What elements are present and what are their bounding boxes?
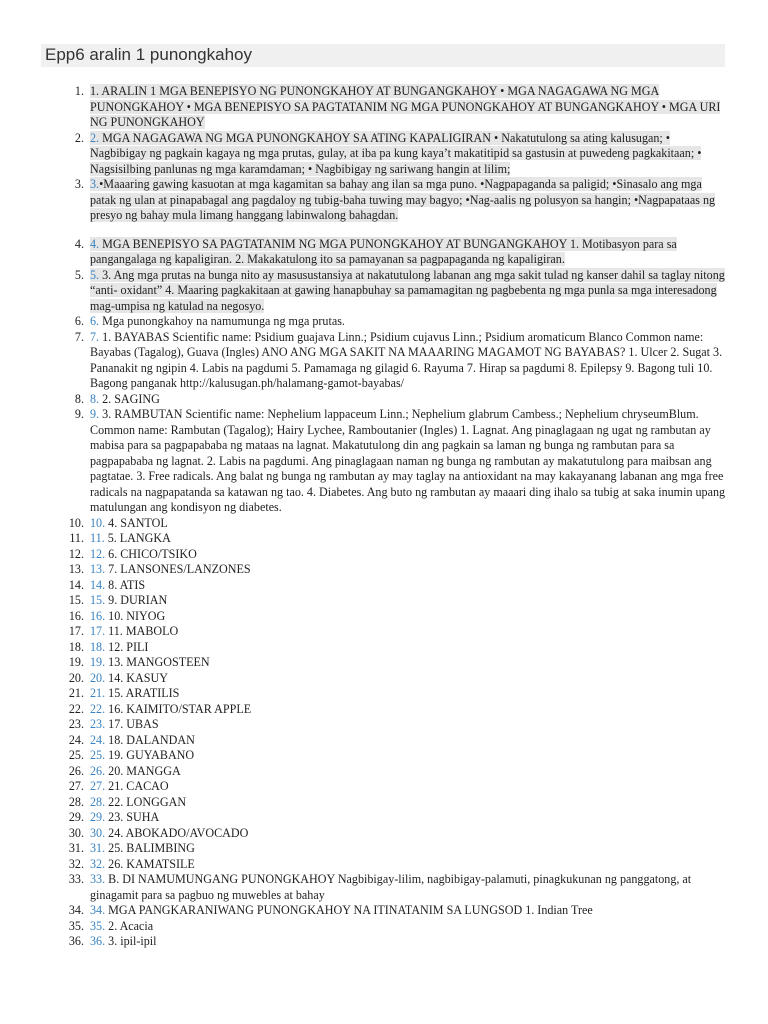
list-item-body bbox=[90, 903, 593, 917]
slide-link[interactable]: 22. bbox=[90, 701, 106, 716]
list-item-number: 27. bbox=[68, 779, 84, 793]
slide-link[interactable]: 33. bbox=[90, 872, 106, 886]
list-item-text: 5. LANGKA bbox=[104, 531, 171, 545]
list-item-body bbox=[90, 655, 210, 669]
list-item-text: •Maaaring gawing kasuotan at mga kagamitan sa bahay ang ilan sa mga puno. •Nagpapaganda sa paligid; •Sinasalo ang mga patak ng ulan at pinapabagal ang pagdaloy ng tubig-baha tuwing may bagyo; •Nag-aalis ng polusyon sa hangin; •Nagpapataas ng presyo ng bahay mula limang hanggang labinwalong bahagdan. bbox=[90, 177, 716, 222]
list-item-text: MGA PANGKARANIWANG PUNONGKAHOY NA ITINATANIM SA LUNGSOD 1. Indian Tree bbox=[105, 903, 593, 917]
list-item bbox=[62, 578, 727, 594]
list-item-number: 15. bbox=[68, 593, 84, 607]
list-item bbox=[62, 826, 727, 842]
list-item-body bbox=[90, 547, 197, 561]
list-item bbox=[62, 330, 727, 392]
list-item-number: 17. bbox=[68, 624, 84, 638]
list-item-number: 14. bbox=[68, 577, 84, 592]
slide-link[interactable]: 6. bbox=[90, 314, 100, 328]
list-item bbox=[62, 624, 727, 640]
list-item-body bbox=[90, 314, 345, 328]
list-item bbox=[62, 919, 727, 935]
list-item-number: 31. bbox=[68, 841, 84, 855]
slide-link[interactable]: 31. bbox=[90, 841, 106, 855]
list-item-body bbox=[90, 748, 194, 762]
slide-link[interactable]: 23. bbox=[90, 717, 106, 731]
list-item-number: 3. bbox=[74, 177, 84, 191]
list-item bbox=[62, 640, 727, 656]
list-item-number: 36. bbox=[68, 934, 84, 948]
list-item-number: 21. bbox=[68, 686, 84, 700]
slide-link[interactable]: 26. bbox=[90, 763, 106, 778]
slide-link[interactable]: 21. bbox=[90, 686, 106, 700]
list-item-body bbox=[90, 841, 195, 855]
list-item-body bbox=[90, 609, 165, 623]
list-item-body bbox=[90, 686, 179, 700]
list-item-text: B. DI NAMUMUNGANG PUNONGKAHOY Nagbibigay-lilim, nagbibigay-palamuti, pinagkukunan ng panggatong, at ginagamit para sa pagbuo ng muwebles at bahay bbox=[90, 872, 692, 902]
list-item-number: 33. bbox=[68, 872, 84, 886]
list-item-number: 34. bbox=[68, 903, 84, 917]
list-item bbox=[62, 392, 727, 408]
list-item-text: 1. BAYABAS Scientific name: Psidium guajava Linn.; Psidium cujavus Linn.; Psidium aromaticum Blanco Common name: Bayabas (Tagalog), Guava (Ingles) ANO ANG MGA SAKIT NA MAAARING MAGAMOT NG BAYABAS? 1. Ulcer 2. Sugat 3. Pananakit ng ngipin 4. Labis na pagdumi 5. Pamamaga ng gilagid 6. Rayuma 7. Hirap sa pagdumi 8. Epilepsy 9. Bagong tuli 10. Bagong panganak http://kalusugan.ph/halamang-gamot-bayabas/ bbox=[90, 329, 723, 390]
list-item-body bbox=[90, 717, 159, 731]
list-item-text: 10. NIYOG bbox=[105, 608, 166, 623]
list-item-number: 19. bbox=[68, 655, 84, 669]
slide-link[interactable]: 5. bbox=[90, 267, 100, 282]
slide-link[interactable]: 12. bbox=[90, 546, 106, 561]
slide-link[interactable]: 35. bbox=[90, 918, 106, 933]
list-item bbox=[62, 857, 727, 873]
list-item-body bbox=[90, 764, 181, 778]
list-item-text: 9. DURIAN bbox=[105, 593, 168, 607]
list-item-body bbox=[90, 795, 186, 809]
list-item-text: 18. DALANDAN bbox=[105, 732, 195, 747]
list-item-text: 24. ABOKADO/AVOCADO bbox=[105, 825, 249, 840]
slide-link[interactable]: 29. bbox=[90, 810, 106, 824]
list-item-number: 6. bbox=[74, 314, 84, 328]
list-item-body bbox=[90, 779, 169, 793]
list-item bbox=[62, 407, 727, 516]
list-item-body bbox=[90, 562, 251, 576]
list-item-text: 22. LONGGAN bbox=[105, 794, 187, 809]
list-item bbox=[62, 177, 727, 224]
slide-link[interactable]: 28. bbox=[90, 794, 106, 809]
slide-link[interactable]: 14. bbox=[90, 577, 106, 592]
list-item bbox=[62, 531, 727, 547]
list-item-text: 3. RAMBUTAN Scientific name: Nephelium lappaceum Linn.; Nephelium glabrum Cambess.; Nephelium chryseumBlum. Common name: Rambutan (Tagalog); Hairy Lychee, Ramboutanier (Ingles) 1. Lagnat. Ang pinaglagaan ng ugat ng rambutan ay mabisa para sa pagpapababa ng mataas na lagnat. Makatutulong din ang pagkain sa laman ng bunga ng rambutan para sa pagpapababa ng lagnat. 2. Labis na pagdumi. Ang pinaglagaan naman ng bunga ng rambutan ay makatutulong para maibsan ang pagtatae. 3. Free radicals. Ang balat ng bunga ng rambutan ay may taglay na antioxidant na may kakayanang labanan ang mga free radicals na nagpapatanda sa katawan ng tao. 4. Diabetes. Ang buto ng rambutan ay maaari ding ihalo sa tubig at saka inumin upang matulungan ang kondisyon ng diabetes. bbox=[90, 407, 726, 514]
list-item-number: 29. bbox=[68, 810, 84, 824]
list-item-number: 25. bbox=[68, 748, 84, 762]
list-item-body bbox=[90, 531, 171, 545]
list-item bbox=[62, 609, 727, 625]
list-item-text: MGA NAGAGAWA NG MGA PUNONGKAHOY SA ATING KAPALIGIRAN • Nakatutulong sa ating kalusugan; • Nagbibigay ng pagkain kagaya ng mga prutas, gulay, at iba pa kung kaya’t makatitipid sa gastusin at puwedeng pagkakitaan; • Nagsisilbing panlunas ng mga karamdaman; • Nagbibigay ng sariwang hangin at lilim; bbox=[90, 130, 702, 176]
slide-text-list bbox=[62, 84, 727, 950]
slide-link[interactable]: 24. bbox=[90, 732, 106, 747]
list-item-number: 18. bbox=[68, 639, 84, 654]
list-item bbox=[62, 779, 727, 795]
slide-link[interactable]: 4. bbox=[90, 236, 100, 251]
list-item-text: 11. MABOLO bbox=[105, 624, 179, 638]
list-item bbox=[62, 84, 727, 131]
slide-link[interactable]: 32. bbox=[90, 856, 106, 871]
list-item-number: 30. bbox=[68, 825, 84, 840]
list-item-number: 12. bbox=[68, 546, 84, 561]
list-item-body bbox=[90, 919, 153, 933]
list-item-text: 3. Ang mga prutas na bunga nito ay masusustansiya at nakatutulong labanan ang mga sakit tulad ng kanser dahil sa taglay nitong “anti- oxidant” 4. Maaring pagkakitaan at gawing hanapbuhay sa pamamagitan ng pagbebenta ng mga punla sa mga interesadong mag-umpisa ng katulad na negosyo. bbox=[90, 267, 725, 313]
slide-link[interactable]: 20. bbox=[90, 670, 106, 685]
list-item bbox=[62, 268, 727, 315]
slide-link[interactable]: 27. bbox=[90, 779, 106, 793]
slide-link[interactable]: 3. bbox=[90, 177, 100, 191]
slide-link[interactable]: 15. bbox=[90, 593, 106, 607]
list-item-number: 1. bbox=[74, 84, 84, 98]
list-item-number: 24. bbox=[68, 732, 84, 747]
list-item-text: 17. UBAS bbox=[105, 717, 159, 731]
list-item-body bbox=[90, 857, 195, 871]
list-item bbox=[62, 562, 727, 578]
list-item-number: 16. bbox=[68, 608, 84, 623]
slide-link[interactable]: 9. bbox=[90, 407, 100, 421]
list-item-body bbox=[90, 733, 195, 747]
list-item-number: 5. bbox=[74, 267, 84, 282]
list-item-text: 19. GUYABANO bbox=[105, 748, 195, 762]
slide-link[interactable]: 36. bbox=[90, 934, 106, 948]
list-item bbox=[62, 702, 727, 718]
list-item-body bbox=[90, 702, 251, 716]
slide-link[interactable]: 10. bbox=[90, 515, 106, 530]
list-item bbox=[62, 934, 727, 950]
list-item-text: 1. ARALIN 1 MGA BENEPISYO NG PUNONGKAHOY AT BUNGANGKAHOY • MGA NAGAGAWA NG MGA PUNONGKAHOY • MGA BENEPISYO SA PAGTATANIM NG MGA PUNONGKAHOY AT BUNGANGKAHOY • MGA URI NG PUNONGKAHOY bbox=[90, 84, 721, 129]
list-item bbox=[62, 516, 727, 532]
list-item-number: 23. bbox=[68, 717, 84, 731]
list-item-text: 6. CHICO/TSIKO bbox=[105, 546, 197, 561]
list-item-number: 35. bbox=[68, 918, 84, 933]
list-item-text: 20. MANGGA bbox=[105, 763, 181, 778]
list-item bbox=[62, 748, 727, 764]
list-item-body bbox=[90, 640, 148, 654]
list-item-text: 4. SANTOL bbox=[105, 515, 168, 530]
list-item bbox=[62, 872, 727, 903]
list-item-text: 2. Acacia bbox=[105, 918, 154, 933]
list-item-text: 16. KAIMITO/STAR APPLE bbox=[105, 701, 252, 716]
list-item-text: 3. ipil-ipil bbox=[105, 934, 157, 948]
list-item-number: 8. bbox=[74, 391, 84, 406]
list-item-number: 10. bbox=[68, 515, 84, 530]
list-item-number: 9. bbox=[74, 407, 84, 421]
list-item-body bbox=[90, 516, 168, 530]
list-item-text: 8. ATIS bbox=[105, 577, 146, 592]
list-item-body bbox=[90, 392, 160, 406]
list-item bbox=[62, 795, 727, 811]
slide-link[interactable]: 8. bbox=[90, 391, 100, 406]
list-item bbox=[62, 717, 727, 733]
list-item-text: 7. LANSONES/LANZONES bbox=[105, 562, 251, 576]
slide-link[interactable]: 7. bbox=[90, 329, 100, 344]
slide-link[interactable]: 19. bbox=[90, 655, 106, 669]
list-item-body bbox=[90, 578, 145, 592]
list-item-text: Mga punongkahoy na namumunga ng mga prutas. bbox=[99, 314, 345, 328]
list-item-text: 2. SAGING bbox=[99, 391, 160, 406]
list-item-number: 20. bbox=[68, 670, 84, 685]
list-item-body bbox=[90, 624, 178, 638]
list-item-body bbox=[90, 407, 725, 514]
slide-link[interactable]: 13. bbox=[90, 562, 106, 576]
list-item-text: MGA BENEPISYO SA PAGTATANIM NG MGA PUNONGKAHOY AT BUNGANGKAHOY 1. Motibasyon para sa pangangalaga ng kapaligiran. 2. Makakatulong ito sa pamayanan sa pagpapaganda ng kapaligiran. bbox=[90, 236, 677, 266]
list-item bbox=[62, 131, 727, 178]
list-item-body bbox=[90, 131, 701, 176]
list-item-number: 2. bbox=[74, 130, 84, 145]
list-item-number: 28. bbox=[68, 794, 84, 809]
slide-link[interactable]: 2. bbox=[90, 130, 100, 145]
list-item-body bbox=[90, 934, 157, 948]
slide-link[interactable]: 25. bbox=[90, 748, 106, 762]
slide-link[interactable]: 17. bbox=[90, 624, 106, 638]
list-item-text: 26. KAMATSILE bbox=[105, 856, 195, 871]
slide-link[interactable]: 30. bbox=[90, 825, 106, 840]
list-item bbox=[62, 655, 727, 671]
list-item bbox=[62, 733, 727, 749]
list-item-text: 13. MANGOSTEEN bbox=[105, 655, 210, 669]
list-item-body bbox=[90, 84, 720, 129]
list-item-body bbox=[90, 593, 167, 607]
list-item-body bbox=[90, 177, 715, 222]
list-item-number: 26. bbox=[68, 763, 84, 778]
list-item-body bbox=[90, 872, 691, 902]
list-item-number: 22. bbox=[68, 701, 84, 716]
list-item-text: 12. PILI bbox=[105, 639, 149, 654]
list-item-body bbox=[90, 826, 248, 840]
list-item bbox=[62, 593, 727, 609]
list-item-body bbox=[90, 810, 159, 824]
list-item-number: 13. bbox=[68, 562, 84, 576]
list-item bbox=[62, 237, 727, 268]
list-item bbox=[62, 903, 727, 919]
slide-link[interactable]: 11. bbox=[90, 531, 105, 545]
list-item-text: 15. ARATILIS bbox=[105, 686, 180, 700]
slide-link[interactable]: 34. bbox=[90, 903, 106, 917]
slide-link[interactable]: 18. bbox=[90, 639, 106, 654]
document-title-bar bbox=[41, 44, 725, 67]
list-item bbox=[62, 841, 727, 857]
list-item-text: 25. BALIMBING bbox=[105, 841, 195, 855]
list-item bbox=[62, 764, 727, 780]
list-item-text: 21. CACAO bbox=[105, 779, 169, 793]
list-item-body bbox=[90, 671, 168, 685]
list-item-number: 32. bbox=[68, 856, 84, 871]
list-item-number: 11. bbox=[69, 531, 84, 545]
list-item-body bbox=[90, 268, 725, 313]
list-item-text: 14. KASUY bbox=[105, 670, 168, 685]
slide-link[interactable]: 16. bbox=[90, 608, 106, 623]
list-item bbox=[62, 810, 727, 826]
list-item-number: 4. bbox=[74, 236, 84, 251]
list-item-number: 7. bbox=[74, 329, 84, 344]
document-title: Epp6 aralin 1 punongkahoy bbox=[45, 45, 252, 64]
list-item-body bbox=[90, 237, 677, 267]
list-item-text: 23. SUHA bbox=[105, 810, 160, 824]
list-item bbox=[62, 686, 727, 702]
list-item bbox=[62, 314, 727, 330]
list-item bbox=[62, 671, 727, 687]
list-item-body bbox=[90, 330, 722, 391]
list-item bbox=[62, 547, 727, 563]
